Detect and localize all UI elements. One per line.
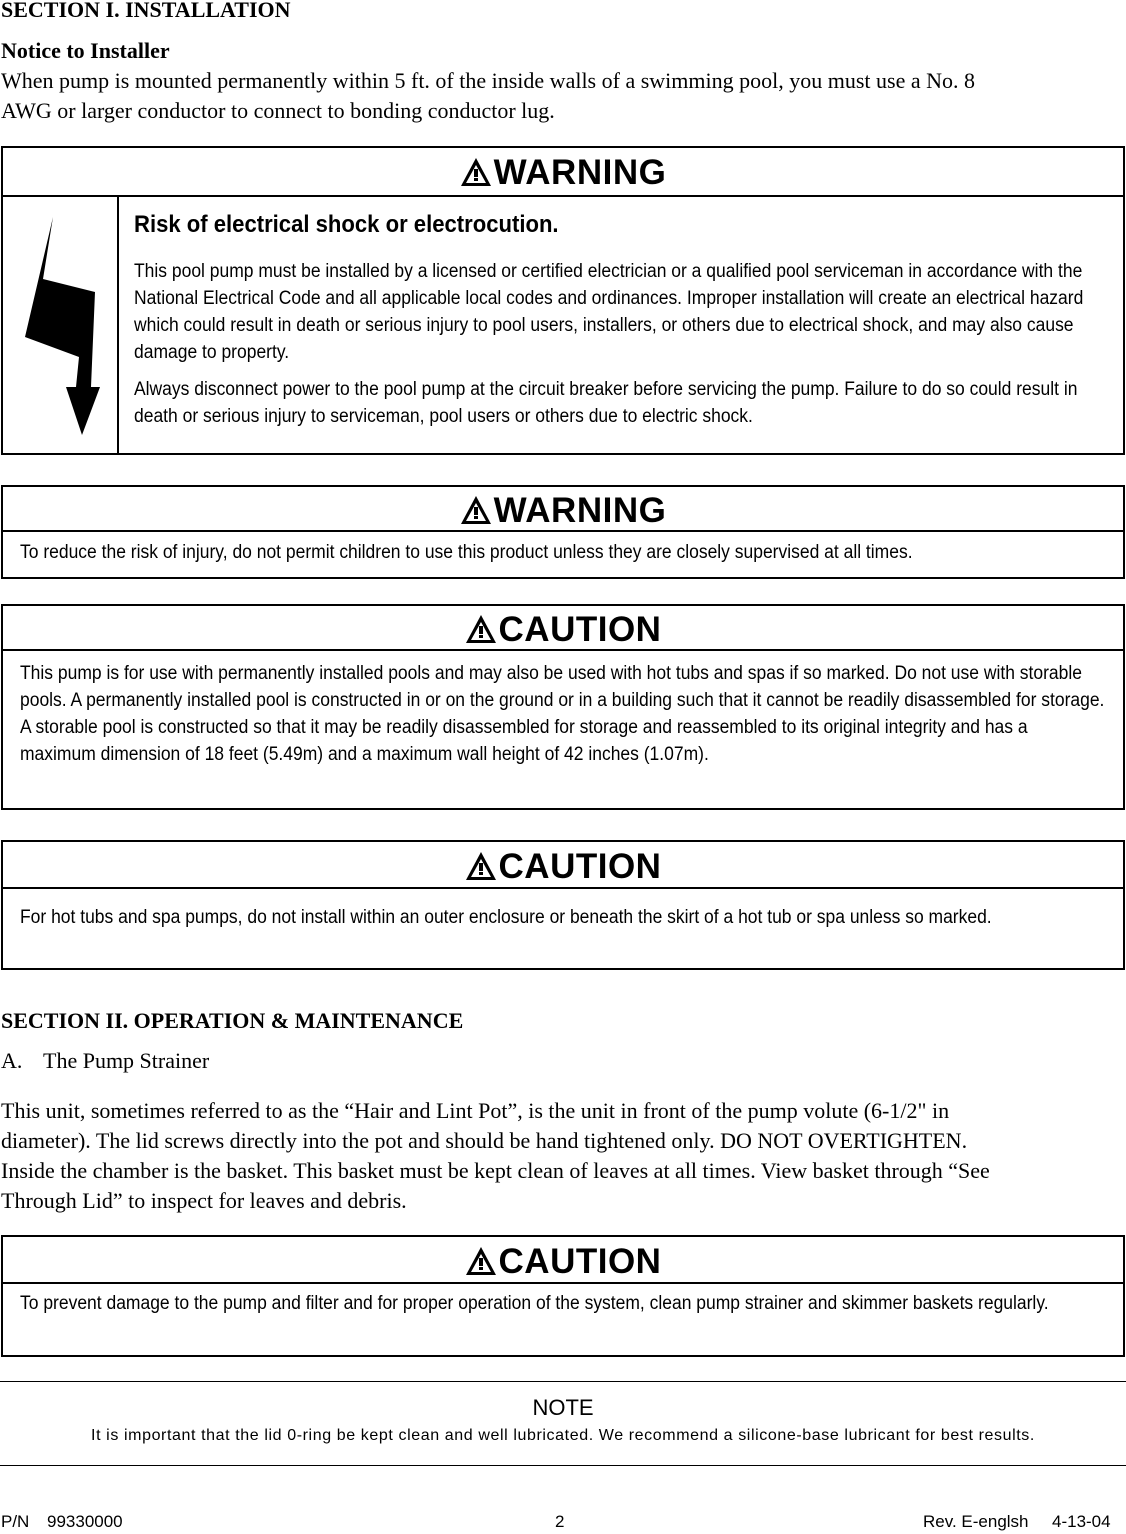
caution-text: This pump is for use with permanently installed pools and may also be used with hot tubs and spas if so marked. Do not use with storable pools. A permanently installed pool is constructed in or on the ground or in a building such that it cannot be readily disassembled for storage. A storable pool is constructed so that it may be readily disassembled for storage and reassembled to its original integrity and has a maximum dimension of 18 feet (5.49m) and a maximum wall height of 42 inches (1.07m).	[20, 663, 1105, 765]
section-2-title: SECTION II. OPERATION & MAINTENANCE	[1, 1008, 464, 1033]
caution-label: CAUTION	[498, 846, 662, 886]
footer-page-number: 2	[555, 1512, 565, 1531]
strainer-paragraph-line-2: diameter). The lid screws directly into the pot and should be hand tightened only. DO NOT OVERTIGHTEN.	[1, 1128, 968, 1153]
warning-box-electrical	[1, 146, 1125, 455]
strainer-paragraph-line-1: This unit, sometimes referred to as the “Hair and Lint Pot”, is the unit in front of the pump volute (6-1/2" in	[1, 1098, 950, 1123]
electric-bolt-icon	[3, 197, 119, 453]
subsection-letter: A.	[1, 1048, 23, 1073]
caution-text: For hot tubs and spa pumps, do not install within an outer enclosure or beneath the skirt of a hot tub or spa unless so marked.	[20, 907, 992, 928]
warning-paragraph-1: This pool pump must be installed by a licensed or certified electrician or a qualified pool serviceman in accordance with the National Electrical Code and all applicable local codes and ordinances. Improper installation will create an electrical hazard which could result in death or serious injury to pool users, installers, or others due to electrical shock, and may also cause damage to property.	[134, 261, 1084, 363]
subsection-title: The Pump Strainer	[43, 1048, 210, 1073]
footer-part-number-label: P/N	[1, 1512, 30, 1531]
hazard-triangle-icon	[465, 1246, 497, 1276]
strainer-paragraph-line-4: Through Lid” to inspect for leaves and debris.	[1, 1188, 407, 1213]
caution-header	[3, 842, 1123, 889]
warning-paragraph-2: Always disconnect power to the pool pump at the circuit breaker before servicing the pump. Failure to do so could result in death or serious injury to serviceman, pool users or others due to electric shock.	[134, 379, 1078, 427]
strainer-paragraph-line-3: Inside the chamber is the basket. This basket must be kept clean of leaves at all times. View basket through “See	[1, 1158, 990, 1183]
bolt-panel	[3, 197, 119, 453]
warning-label: WARNING	[493, 490, 667, 530]
caution-header	[3, 1237, 1123, 1284]
notice-line-1: When pump is mounted permanently within 5 ft. of the inside walls of a swimming pool, you must use a No. 8	[1, 68, 975, 93]
hazard-triangle-icon	[465, 614, 497, 644]
notice-line-2: AWG or larger conductor to connect to bonding conductor lug.	[1, 98, 555, 123]
note-label: NOTE	[532, 1395, 594, 1420]
note-text: It is important that the lid 0-ring be kept clean and well lubricated. We recommend a silicone-base lubricant for best results.	[91, 1427, 1035, 1444]
footer-revision-date: 4-13-04	[1052, 1512, 1111, 1531]
caution-label: CAUTION	[498, 609, 662, 649]
footer-revision: Rev. E-englsh	[923, 1512, 1029, 1531]
caution-text: To prevent damage to the pump and filter and for proper operation of the system, clean pump strainer and skimmer baskets regularly.	[20, 1293, 1049, 1314]
note-top-rule	[0, 1381, 1126, 1382]
note-bottom-rule	[0, 1465, 1126, 1466]
warning-header	[3, 148, 1123, 197]
caution-label: CAUTION	[498, 1241, 662, 1281]
caution-box-strainer	[1, 1235, 1125, 1357]
section-1-title: SECTION I. INSTALLATION	[1, 0, 291, 22]
caution-header	[3, 606, 1123, 651]
warning-text: To reduce the risk of injury, do not permit children to use this product unless they are closely supervised at all times.	[20, 542, 913, 563]
footer-part-number: 99330000	[47, 1512, 123, 1531]
warning-label: WARNING	[493, 152, 667, 192]
hazard-triangle-icon	[460, 495, 492, 525]
notice-title: Notice to Installer	[1, 38, 170, 63]
warning-heading: Risk of electrical shock or electrocution.	[134, 211, 559, 238]
warning-box-children	[1, 485, 1125, 579]
caution-box-hot-tub	[1, 840, 1125, 970]
hazard-triangle-icon	[460, 157, 492, 187]
warning-header	[3, 487, 1123, 532]
hazard-triangle-icon	[465, 851, 497, 881]
caution-box-pool-type	[1, 604, 1125, 810]
warning-content	[134, 210, 1124, 430]
